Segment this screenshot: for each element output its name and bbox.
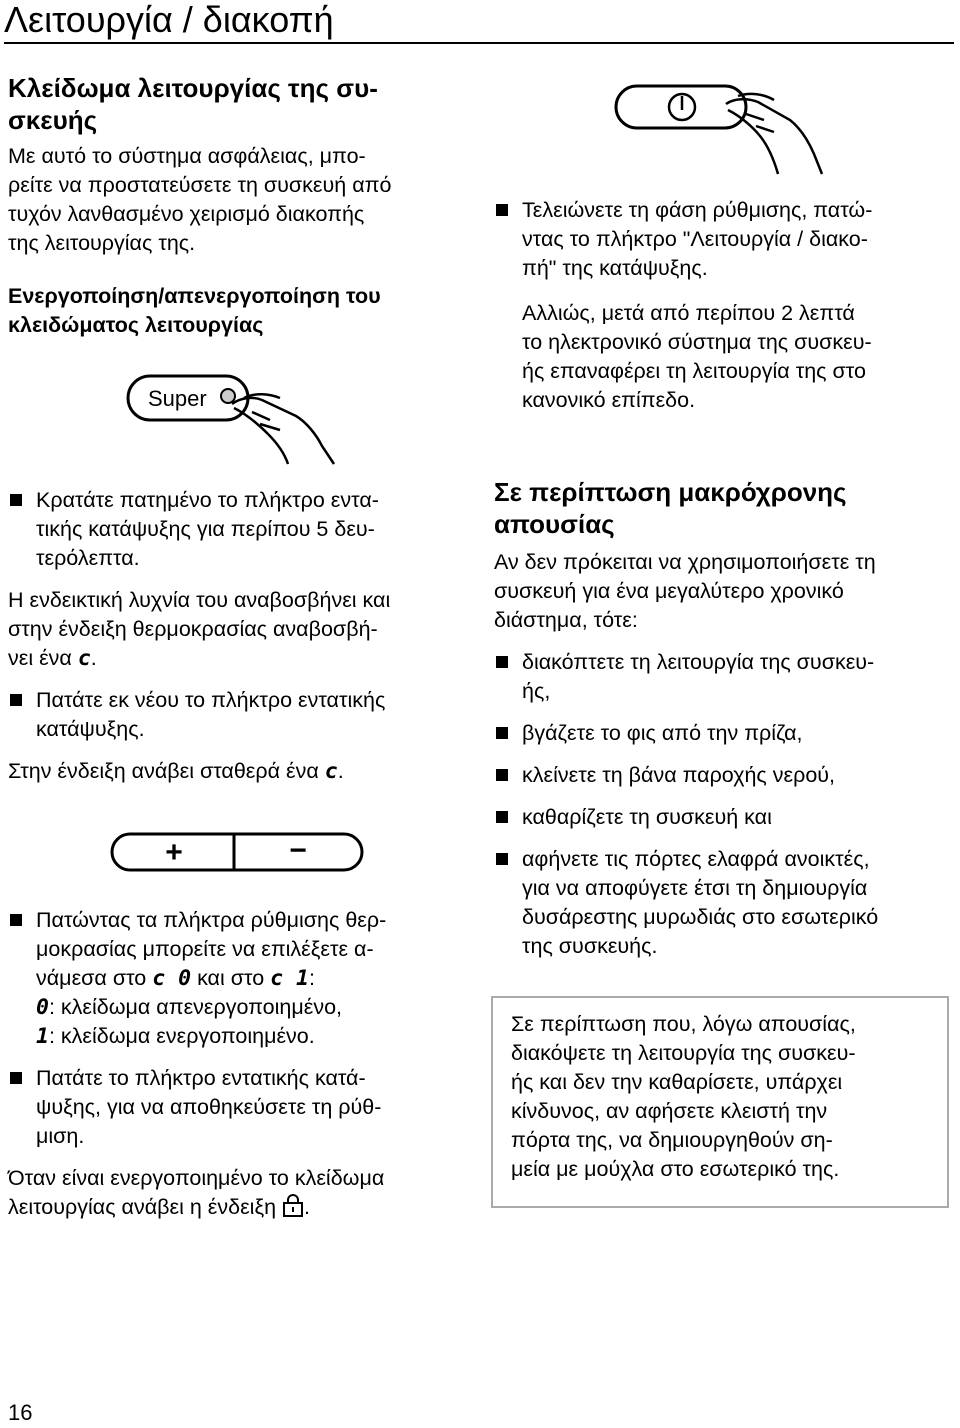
left-column-instructions [8,486,468,786]
warning-note-text [511,1010,931,1184]
intro-paragraph [494,548,954,635]
intro-paragraph [8,142,468,258]
segment-display-c1: c 1 [270,966,309,991]
text-line: στην ένδειξη θερμοκρασίας αναβοσβή- [8,617,378,641]
text-line: : [308,966,315,990]
section-heading-lock [8,72,468,136]
segment-display-0: 0 [36,995,49,1020]
text-line: Κρατάτε πατημένο το πλήκτρο εντα- [36,488,379,512]
text-line: πή" της κατάψυξης. [522,256,708,280]
text-line: της λειτουργίας της. [8,231,196,255]
text-line: διακόπτετε τη λειτουργία της συσκευ- [522,650,875,674]
text-line: βγάζετε το φις από την πρίζα, [522,721,803,745]
subheading-activation [8,282,468,340]
text-line: Αλλιώς, μετά από περίπου 2 λεπτά [522,301,855,325]
text-line: τερόλεπτα. [36,546,140,570]
text-line: δυσάρεστης μυρωδιάς στο εσωτερικό [522,905,879,929]
text-line: κλείνετε τη βάνα παροχής νερού, [522,763,836,787]
text-line: το ηλεκτρονικό σύστημα της συσκευ- [522,330,872,354]
indicator-light-icon [221,389,235,403]
left-column-settings [8,906,468,1222]
segment-display-1: 1 [36,1024,49,1049]
list-item [494,845,954,961]
text-line: νει ένα [8,646,72,670]
text-line: Ενεργοποίηση/απενεργοποίηση του [8,284,381,308]
list-item [494,803,954,832]
left-column [8,72,468,340]
text-line: . [304,1195,310,1219]
text-line: πόρτα της, να δημιουργηθούν ση- [511,1128,833,1152]
plus-minus-buttons-illustration [108,830,368,876]
text-line: κανονικό επίπεδο. [522,388,696,412]
warning-note-box [491,996,949,1208]
instruction-bullet [8,906,468,1051]
segment-display-c: c [324,759,338,784]
text-line: καθαρίζετε τη συσκευή και [522,805,772,829]
heading-line: σκευής [8,105,98,135]
text-line: λειτουργίας ανάβει η ένδειξη [8,1195,277,1219]
text-line: Η ενδεικτική λυχνία του αναβοσβήνει και [8,588,391,612]
text-line: μεία με μούχλα στο εσωτερικό της. [511,1157,840,1181]
segment-display-c: c [77,646,91,671]
page-title: Λειτουργία / διακοπή [4,0,334,40]
right-column-absence [494,476,954,961]
text-line: ντας το πλήκτρο "Λειτουργία / διακο- [522,227,868,251]
page-number: 16 [8,1400,33,1425]
instruction-bullet [8,686,468,744]
heading-line: Σε περίπτωση μακρόχρονης [494,477,847,507]
text-line: : κλείδωμα απενεργοποιημένο, [48,995,342,1019]
list-item [494,719,954,748]
paragraph: Στην ένδειξη ανάβει σταθερά ένα c. [8,759,344,784]
paragraph [8,1164,468,1222]
text-line: της συσκευής. [522,934,658,958]
text-line: Πατάτε το πλήκτρο εντατικής κατά- [36,1066,366,1090]
text-line: συσκευή για ένα μεγαλύτερο χρονικό [494,579,844,603]
right-column [494,196,954,415]
text-line: μιση. [36,1124,85,1148]
onoff-button-illustration [610,80,840,180]
text-line: Με αυτό το σύστημα ασφάλειας, μπο- [8,144,366,168]
text-line: κατάψυξης. [36,717,145,741]
text-line: για να αποφύγετε έτσι τη δημιουργία [522,876,868,900]
text-line: διακόψετε τη λειτουργία της συσκευ- [511,1041,856,1065]
text-line: Σε περίπτωση που, λόγω απουσίας, [511,1012,856,1036]
section-heading-absence [494,476,954,540]
text-line: : κλείδωμα ενεργοποιημένο. [48,1024,315,1048]
paragraph [494,299,954,415]
plus-icon: + [165,836,183,869]
text-line: και στο [197,966,265,990]
button-panel-outline [112,834,362,870]
list-item [494,761,954,790]
text-line: Πατάτε εκ νέου το πλήκτρο εντατικής [36,688,386,712]
text-line: τικής κατάψυξης για περίπου 5 δευ- [36,517,375,541]
text-line: κίνδυνος, αν αφήσετε κλειστή την [511,1099,828,1123]
heading-line: Κλείδωμα λειτουργίας της συ- [8,73,378,103]
minus-icon: − [289,834,307,867]
text-line: νάμεσα στο [36,966,147,990]
text-line: κλειδώματος λειτουργίας [8,313,264,337]
text-line: Αν δεν πρόκειται να χρησιμοποιήσετε τη [494,550,876,574]
text-line: ής επαναφέρει τη λειτουργία της στο [522,359,866,383]
text-line: Τελειώνετε τη φάση ρύθμισης, πατώ- [522,198,873,222]
instruction-bullet [8,1064,468,1151]
heading-line: απουσίας [494,509,615,539]
paragraph: Η ενδεικτική λυχνία του αναβοσβήνει και στην ένδειξη θερμοκρασίας αναβοσβή- νει ένα c. [8,588,391,671]
text-line: Πατώντας τα πλήκτρα ρύθμισης θερ- [36,908,387,932]
hand-pressing-icon [726,94,822,174]
text-line: μοκρασίας μπορείτε να επιλέξετε α- [36,937,374,961]
text-line: τυχόν λανθασμένο χειρισμό διακοπής [8,202,365,226]
instruction-bullet [8,486,468,573]
list-item [494,648,954,706]
lock-icon [282,1194,304,1218]
text-line: αφήνετε τις πόρτες ελαφρά ανοικτές, [522,847,870,871]
text-line: ρείτε να προστατεύσετε τη συσκευή από [8,173,392,197]
segment-display-c0: c 0 [152,966,192,991]
text-line: ής, [522,679,551,703]
instruction-bullet [494,196,954,283]
text-line: Στην ένδειξη ανάβει σταθερά ένα [8,759,319,783]
text-line: Όταν είναι ενεργοποιημένο το κλείδωμα [8,1166,385,1190]
header-rule [4,42,954,44]
super-label: Super [148,386,207,411]
text-line: διάστημα, τότε: [494,608,638,632]
super-button-illustration [120,368,360,468]
text-line: ψυξης, για να αποθηκεύσετε τη ρύθ- [36,1095,382,1119]
text-line: ής και δεν την καθαρίσετε, υπάρχει [511,1070,843,1094]
